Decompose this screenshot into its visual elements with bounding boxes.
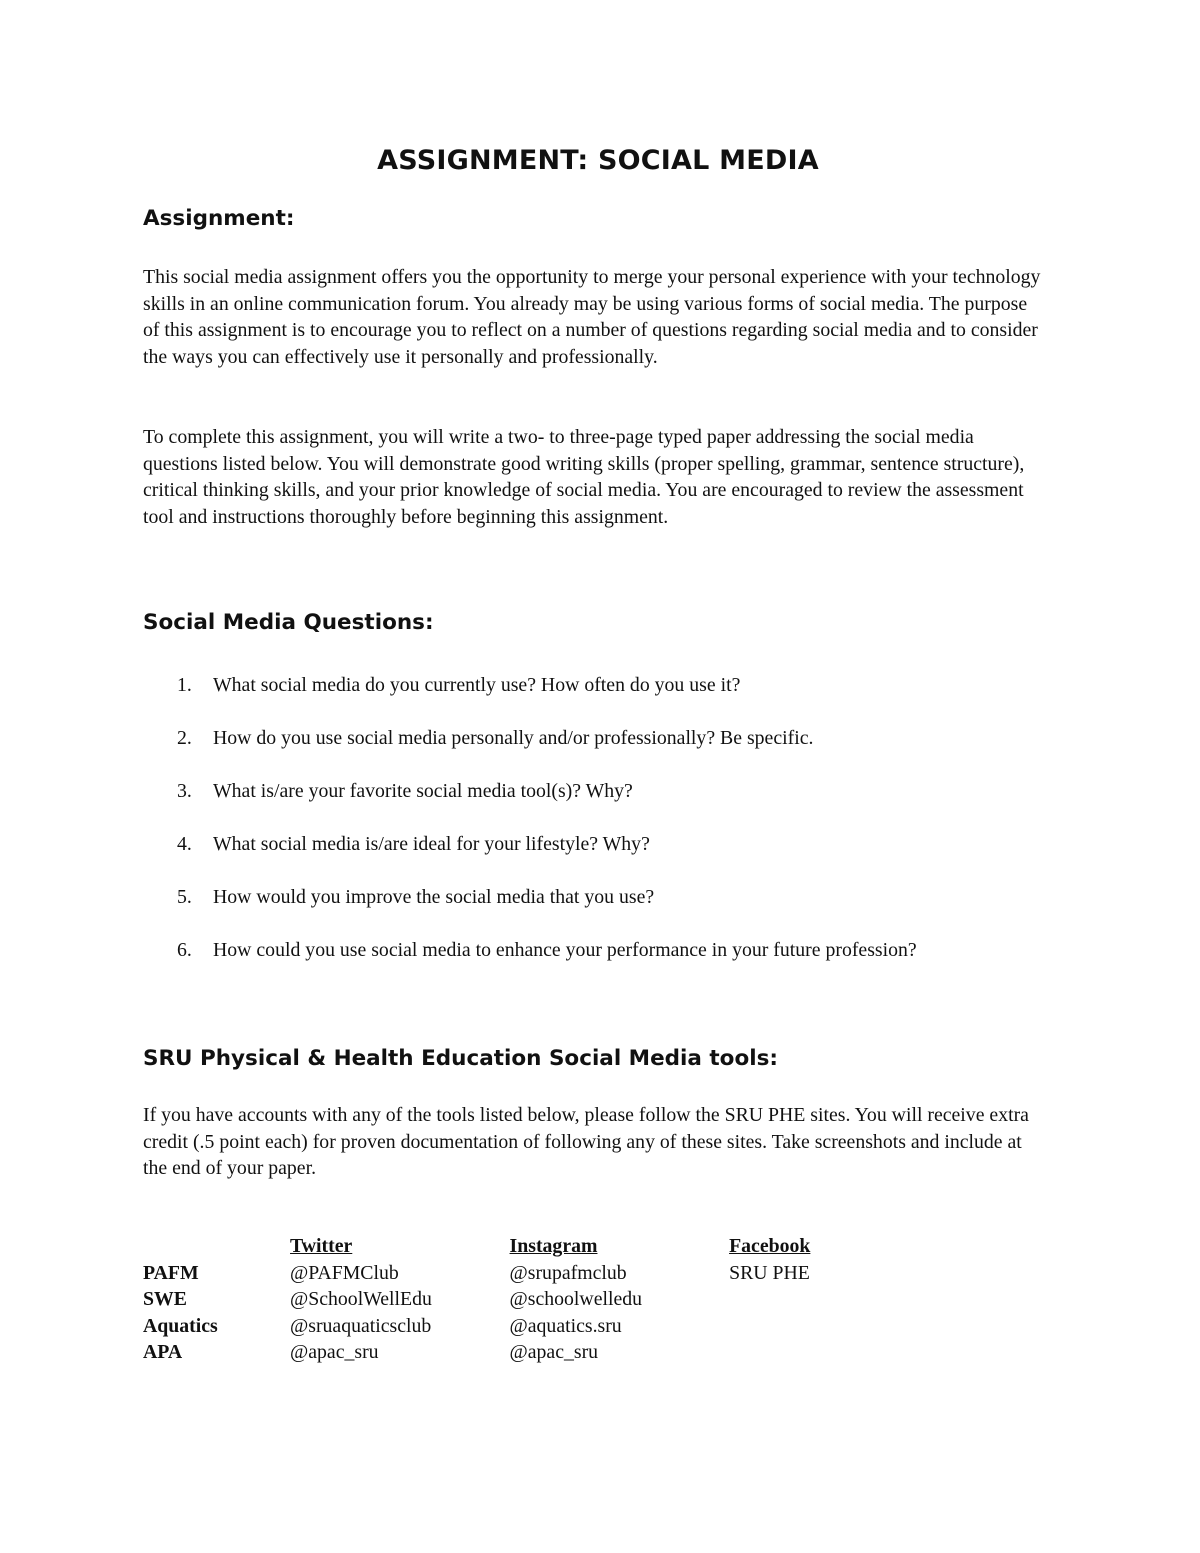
row-label: PAFM [143,1261,199,1284]
question-item [143,672,1053,725]
instagram-handle: @srupafmclub [509,1261,627,1284]
instagram-handle: @apac_sru [509,1341,599,1363]
twitter-handle: @apac_sru [290,1341,379,1363]
question-number: 2. [177,727,192,749]
assignment-heading: Assignment: [143,206,295,231]
question-text: How would you improve the social media that you use? [213,886,655,908]
row-label: APA [143,1341,183,1363]
facebook-handle [729,1339,843,1366]
question-item [143,884,1053,937]
question-text: What is/are your favorite social media tool(s)? Why? [213,780,633,802]
tools-paragraph: If you have accounts with any of the tools listed below, please follow the SRU PHE sites. You will receive extra credit (.5 point each) for proven documentation of following any of these sites. Take screenshots and include at the end of your paper. [143,1104,1029,1180]
question-number: 3. [177,780,192,802]
column-header-facebook: Facebook [729,1235,811,1257]
question-text: How do you use social media personally and/or professionally? Be specific. [213,727,814,749]
question-item [143,725,1053,778]
question-item [143,937,1053,990]
question-item [143,831,1053,884]
question-number: 6. [177,939,192,961]
column-header-instagram: Instagram [509,1235,598,1257]
column-header-twitter: Twitter [290,1235,353,1257]
table-row [143,1286,843,1313]
facebook-handle: SRU PHE [729,1261,810,1284]
table-row [143,1313,843,1340]
document-title: ASSIGNMENT: SOCIAL MEDIA [377,145,819,176]
table-row [143,1260,843,1287]
assignment-paragraph-2: To complete this assignment, you will write a two- to three-page typed paper addressing the social media questions listed below. You will demonstrate good writing skills (proper spelling, grammar, sentence structure), critical thinking skills, and your prior knowledge of social media. You are encouraged to review the assessment tool and instructions thoroughly before beginning this assignment. [143,426,1025,528]
instagram-handle: @schoolwelledu [509,1288,643,1310]
twitter-handle: @PAFMClub [290,1261,399,1284]
tools-heading: SRU Physical & Health Education Social Media tools: [143,1046,778,1071]
assignment-paragraph-1: This social media assignment offers you the opportunity to merge your personal experience with your technology skills in an online communication forum. You already may be using various forms of social media. The purpose of this assignment is to encourage you to reflect on a number of questions regarding social media and to consider the ways you can effectively use it personally and professionally. [143,266,1041,368]
question-text: What social media do you currently use? How often do you use it? [213,674,741,696]
row-label: Aquatics [143,1314,218,1337]
question-item [143,778,1053,831]
facebook-handle [729,1286,843,1313]
twitter-handle: @SchoolWellEdu [290,1288,432,1310]
table-corner-cell [143,1233,290,1260]
table-header-row [143,1233,843,1260]
questions-heading: Social Media Questions: [143,610,434,635]
question-number: 1. [177,674,192,696]
instagram-handle: @aquatics.sru [509,1314,622,1337]
question-text: How could you use social media to enhance your performance in your future profession? [213,939,917,961]
facebook-handle [729,1313,843,1340]
row-label: SWE [143,1288,187,1310]
table-row [143,1339,843,1366]
social-media-table [143,1233,843,1366]
question-number: 4. [177,833,192,855]
question-number: 5. [177,886,192,908]
questions-list [143,672,1053,990]
twitter-handle: @sruaquaticsclub [290,1314,432,1337]
question-text: What social media is/are ideal for your lifestyle? Why? [213,833,650,855]
